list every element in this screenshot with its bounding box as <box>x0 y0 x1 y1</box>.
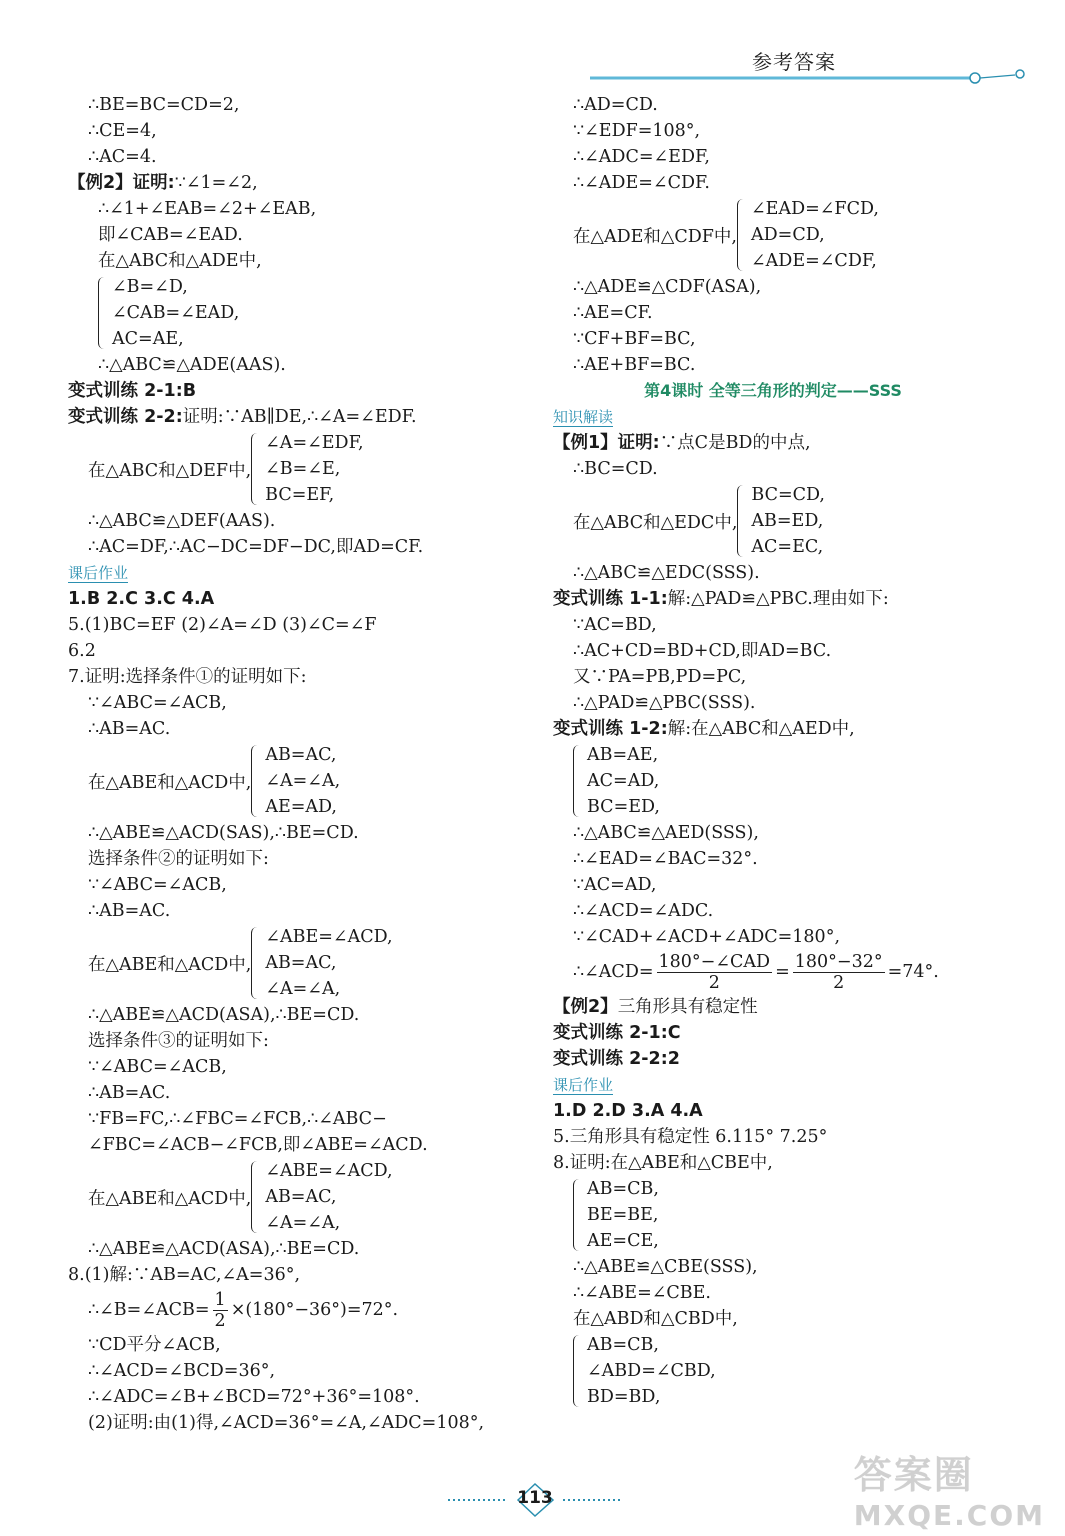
section-heading <box>553 1072 993 1098</box>
answer-line: 5.三角形具有稳定性 6.115° 7.25° <box>553 1127 828 1147</box>
brace <box>573 1179 584 1251</box>
fraction <box>793 952 885 993</box>
condition: AC=EC, <box>751 537 824 557</box>
condition: BD=BD, <box>587 1387 661 1407</box>
answer-line: 7.证明:选择条件①的证明如下: <box>68 667 307 687</box>
brace <box>573 745 584 817</box>
variant-2-1 <box>553 1020 993 1046</box>
condition: AC=AE, <box>112 329 184 349</box>
text-line: 选择条件③的证明如下: <box>88 1031 269 1051</box>
example-1-tag: 【例1】证明: <box>553 433 660 453</box>
text-line: ∴AB=AC. <box>88 719 171 739</box>
brace <box>251 1161 262 1233</box>
condition: BC=EF, <box>265 485 335 505</box>
header-rule <box>590 66 1030 90</box>
text-line: ∵CF+BF=BC, <box>573 329 696 349</box>
condition: AE=CE, <box>587 1231 659 1251</box>
text-line: ∵FB=FC,∴∠FBC=∠FCB,∴∠ABC− <box>88 1109 387 1129</box>
condition-system <box>553 742 993 820</box>
text-span: 解:△PAD≌△PBC.理由如下: <box>667 589 889 609</box>
condition: AB=ED, <box>751 511 824 531</box>
watermark-en: MXQE.COM <box>853 1499 1045 1532</box>
fraction-numerator: 1 <box>214 1290 226 1310</box>
condition-system <box>68 274 518 352</box>
condition: AB=CB, <box>587 1335 659 1355</box>
brace <box>251 433 262 505</box>
condition-system <box>68 742 518 820</box>
text-span: ∵∠1=∠2, <box>174 173 258 193</box>
text-line: ∴AC+CD=BD+CD,即AD=BC. <box>573 641 832 661</box>
answer-line: 8.(1)解:∵AB=AC,∠A=36°, <box>68 1265 301 1285</box>
fraction-line <box>68 1288 518 1332</box>
page-number: 113 <box>517 1488 553 1508</box>
text-line: ∴∠ADE=∠CDF. <box>573 173 710 193</box>
text-line: ∴△PAD≌△PBC(SSS). <box>573 693 756 713</box>
text-line: ∵AC=AD, <box>573 875 657 895</box>
condition-system <box>68 430 518 508</box>
condition: ∠ABE=∠ACD, <box>265 927 393 947</box>
answer-line: 6.2 <box>68 641 96 661</box>
text-line: ∴∠EAD=∠BAC=32°. <box>573 849 758 869</box>
text-line: ∴AE=CF. <box>573 303 653 323</box>
text-line: ∴△ABC≌△DEF(AAS). <box>88 511 276 531</box>
condition: ∠A=∠EDF, <box>265 433 364 453</box>
text-line: ∴∠ADC=∠B+∠BCD=72°+36°=108°. <box>88 1387 420 1407</box>
variant-1-1 <box>553 586 993 612</box>
text-line: ∠FBC=∠ACB−∠FCB,即∠ABE=∠ACD. <box>88 1135 428 1155</box>
text-span: 证明:∵AB∥DE,∴∠A=∠EDF. <box>182 407 417 427</box>
brace <box>573 1335 584 1407</box>
text-line: ∴∠1+∠EAB=∠2+∠EAB, <box>98 199 317 219</box>
condition-system <box>68 1158 518 1236</box>
watermark-logo <box>854 1444 1045 1532</box>
text-line: ∵∠ABC=∠ACB, <box>88 1057 227 1077</box>
fraction-line <box>553 950 993 994</box>
text-line: ∴∠ABE=∠CBE. <box>573 1283 711 1303</box>
system-lead: 在△ABE和△ACD中, <box>88 1188 252 1209</box>
example-1-line <box>553 430 993 456</box>
section-heading <box>553 404 993 430</box>
text-line: ∴AB=AC. <box>88 1083 171 1103</box>
text-line: ∴△ABC≌△EDC(SSS). <box>573 563 760 583</box>
text-line: 在△ABC和△ADE中, <box>98 251 262 271</box>
text-line: ∵∠CAD+∠ACD+∠ADC=180°, <box>573 927 841 947</box>
variant-tag: 变式训练 2-2:2 <box>553 1049 680 1069</box>
fraction <box>213 1290 228 1331</box>
text-line: ∴AE+BF=BC. <box>573 355 696 375</box>
variant-tag: 变式训练 1-1: <box>553 589 668 609</box>
example-2-line <box>553 994 993 1020</box>
right-column <box>553 92 993 1410</box>
condition: ∠EAD=∠FCD, <box>751 199 879 219</box>
text-line: ∴∠ACD=∠BCD=36°, <box>88 1361 276 1381</box>
text-line: ∴△ABC≌△AED(SSS), <box>573 823 759 843</box>
text-line: 又∵PA=PB,PD=PC, <box>573 667 747 687</box>
condition-system <box>68 924 518 1002</box>
system-lead: 在△ABE和△ACD中, <box>88 954 252 975</box>
brace <box>737 485 748 557</box>
text-line: ∵AC=BD, <box>573 615 657 635</box>
condition: BC=ED, <box>587 797 660 817</box>
text-line: ∴△ADE≌△CDF(ASA), <box>573 277 762 297</box>
variant-2-2 <box>68 404 518 430</box>
text-span: ∴∠ACD= <box>573 962 654 982</box>
text-line: 在△ABD和△CBD中, <box>573 1309 738 1329</box>
text-line: ∴AC=4. <box>88 147 157 167</box>
text-line: ∴AB=AC. <box>88 901 171 921</box>
lesson-title: 第4课时 全等三角形的判定——SSS <box>644 381 902 400</box>
condition-system <box>553 1176 993 1254</box>
variant-tag: 变式训练 2-1:C <box>553 1023 681 1043</box>
text-line: ∴∠ADC=∠EDF, <box>573 147 710 167</box>
answer-text: 1.D 2.D 3.A 4.A <box>553 1101 703 1121</box>
condition: AD=CD, <box>751 225 825 245</box>
condition: BE=BE, <box>587 1205 659 1225</box>
condition-system <box>553 482 993 560</box>
brace <box>737 199 748 271</box>
section-title: 课后作业 <box>553 1076 614 1094</box>
system-lead: 在△ABE和△ACD中, <box>88 772 252 793</box>
condition: ∠B=∠D, <box>112 277 188 297</box>
example-2-tag: 【例2】 <box>553 997 618 1017</box>
text-span: ∵点C是BD的中点, <box>659 433 811 453</box>
brace <box>251 745 262 817</box>
condition: AC=AD, <box>587 771 660 791</box>
text-span: 解:在△ABC和△AED中, <box>667 719 855 739</box>
condition: AB=AC, <box>265 1187 337 1207</box>
section-heading <box>68 560 518 586</box>
text-line: ∴AD=CD. <box>573 95 658 115</box>
variant-tag: 变式训练 2-1:B <box>68 381 197 401</box>
section-title: 课后作业 <box>68 564 129 582</box>
system-lead: 在△ADE和△CDF中, <box>573 226 737 247</box>
fraction-denominator: 2 <box>833 973 845 993</box>
brace <box>251 927 262 999</box>
text-line: ∴△ABE≌△ACD(ASA),∴BE=CD. <box>88 1239 360 1259</box>
watermark-cn: 答案圈 <box>853 1453 974 1497</box>
text-line: ∵∠ABC=∠ACB, <box>88 875 227 895</box>
text-line: (2)证明:由(1)得,∠ACD=36°=∠A,∠ADC=108°, <box>88 1413 485 1433</box>
condition-system <box>553 1332 993 1410</box>
condition-system <box>553 196 993 274</box>
fraction-denominator: 2 <box>708 973 720 993</box>
condition: ∠A=∠A, <box>265 979 341 999</box>
text-line: ∴BE=BC=CD=2, <box>88 95 240 115</box>
fraction-denominator: 2 <box>214 1311 226 1331</box>
condition: ∠ABE=∠ACD, <box>265 1161 393 1181</box>
text-line: ∴△ABE≌△CBE(SSS), <box>573 1257 758 1277</box>
condition: AE=AD, <box>265 797 337 817</box>
answer-line: 8.证明:在△ABE和△CBE中, <box>553 1153 773 1173</box>
variant-tag: 变式训练 2-2: <box>68 407 183 427</box>
text-span: = <box>775 962 790 982</box>
fraction-numerator: 180°−32° <box>794 952 883 972</box>
text-line: ∴BC=CD. <box>573 459 658 479</box>
text-line: ∴△ABE≌△ACD(ASA),∴BE=CD. <box>88 1005 360 1025</box>
answer-line: 5.(1)BC=EF (2)∠A=∠D (3)∠C=∠F <box>68 615 377 635</box>
header-title: 参考答案 <box>752 50 836 74</box>
condition: ∠B=∠E, <box>265 459 341 479</box>
condition: AB=AE, <box>587 745 659 765</box>
text-line: ∵CD平分∠ACB, <box>88 1335 221 1355</box>
text-line: ∴CE=4, <box>88 121 157 141</box>
variant-1-2 <box>553 716 993 742</box>
condition: ∠A=∠A, <box>265 1213 341 1233</box>
answer-line <box>553 1098 993 1124</box>
system-lead: 在△ABC和△EDC中, <box>573 512 738 533</box>
text-line: ∵∠EDF=108°, <box>573 121 701 141</box>
text-line: ∴△ABE≌△ACD(SAS),∴BE=CD. <box>88 823 359 843</box>
condition: AB=CB, <box>587 1179 659 1199</box>
condition: ∠ABD=∠CBD, <box>587 1361 716 1381</box>
fraction-numerator: 180°−∠CAD <box>658 952 771 972</box>
variant-tag: 变式训练 1-2: <box>553 719 668 739</box>
text-line: ∴AC=DF,∴AC−DC=DF−DC,即AD=CF. <box>88 537 424 557</box>
condition: AB=AC, <box>265 745 337 765</box>
text-span: =74°. <box>887 962 939 982</box>
answer-line <box>68 586 518 612</box>
left-column <box>68 92 518 1436</box>
condition: AB=AC, <box>265 953 337 973</box>
condition: BC=CD, <box>751 485 825 505</box>
text-line: ∵∠ABC=∠ACB, <box>88 693 227 713</box>
text-span: ×(180°−36°)=72°. <box>230 1300 399 1320</box>
text-line: 即∠CAB=∠EAD. <box>98 225 243 245</box>
text-span: ∴∠B=∠ACB= <box>88 1300 210 1320</box>
condition: ∠A=∠A, <box>265 771 341 791</box>
brace <box>98 277 109 349</box>
condition: ∠CAB=∠EAD, <box>112 303 240 323</box>
variant-2-2 <box>553 1046 993 1072</box>
section-title: 知识解读 <box>553 408 614 426</box>
example-2-tag: 【例2】证明: <box>68 173 175 193</box>
system-lead: 在△ABC和△DEF中, <box>88 460 252 481</box>
answer-text: 1.B 2.C 3.C 4.A <box>68 589 215 609</box>
text-line: 选择条件②的证明如下: <box>88 849 269 869</box>
text-line: ∴∠ACD=∠ADC. <box>573 901 714 921</box>
text-line: ∴△ABC≌△ADE(AAS). <box>98 355 286 375</box>
text-span: 三角形具有稳定性 <box>617 997 758 1017</box>
variant-2-1 <box>68 378 518 404</box>
example-2-line <box>68 170 518 196</box>
fraction <box>657 952 773 993</box>
condition: ∠ADE=∠CDF, <box>751 251 877 271</box>
